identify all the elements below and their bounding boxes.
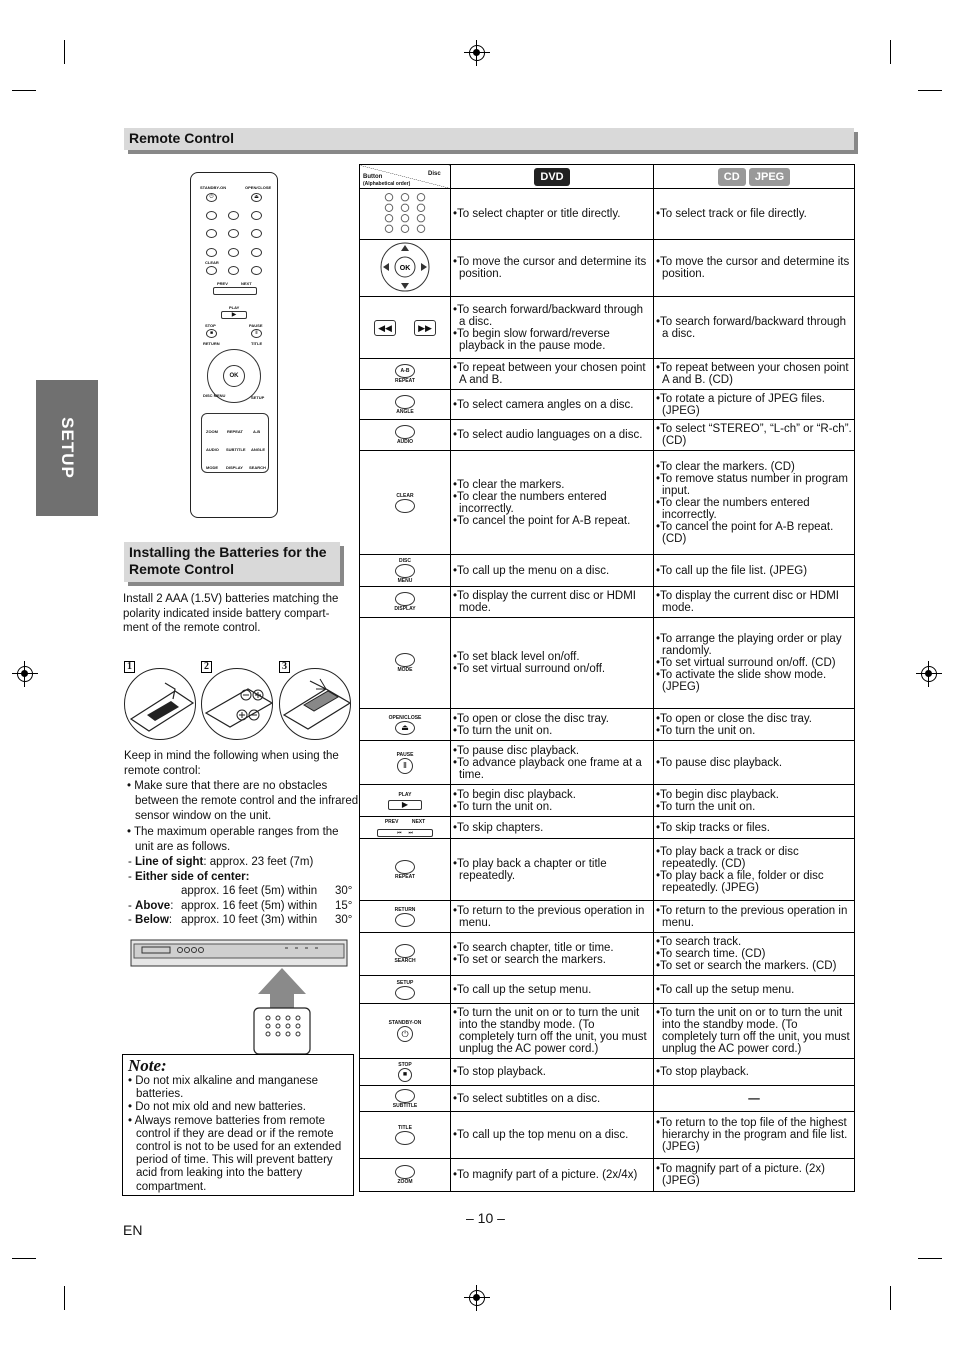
- cd-function: •To turn the unit on.: [656, 800, 756, 813]
- dvd-function: •To begin slow forward/reverse playback in the pause mode.: [453, 327, 610, 352]
- remote-label: DISC MENU: [203, 393, 226, 398]
- obstacle-note: Make sure that there are no obstacles between the remote control and the infrared sensor window on the unit.: [134, 780, 359, 823]
- table-row: [360, 1086, 855, 1112]
- cd-function: •To return to the previous operation in menu.: [656, 904, 848, 929]
- display-button-cell: [360, 587, 451, 618]
- display-button-icon: [395, 592, 415, 606]
- stop-button-icon: ■: [206, 329, 217, 338]
- note-box: Note: • Do not mix alkaline and manganese batteries. • Do not mix old and new batteries. • Always remove batteries from remote control if they are dead or if the remote control is not to be used for an extended period of time. This will prevent battery acid from leaking into the battery compartment.: [122, 1054, 354, 1196]
- setup-side-tab: [36, 380, 98, 516]
- jpeg-logo: JPEG: [749, 168, 790, 186]
- cd-function: •To skip tracks or files.: [656, 821, 770, 834]
- ab-repeat-button-cell: [360, 359, 451, 390]
- range-list: - Line of sight: approx. 23 feet (7m) - Either side of center: approx. 16 feet (5m) within 30° - Above: approx. 16 feet (5m) within 15° - Below: approx. 10 feet (3m) within 30°: [128, 856, 353, 927]
- table-row: [360, 1159, 855, 1192]
- note-item: Do not mix alkaline and manganese batteries.: [135, 1075, 319, 1101]
- cd-function: •To select track or file directly.: [656, 208, 807, 220]
- cd-function: •To stop playback.: [656, 1066, 749, 1078]
- button-label: ANGLE: [396, 408, 414, 415]
- table-row: [360, 976, 855, 1004]
- dvd-function: •To select chapter or title directly.: [453, 208, 621, 220]
- table-row: [360, 555, 855, 587]
- remote-label: PAUSE: [249, 323, 263, 328]
- prev-next-button-cell: [360, 817, 451, 839]
- cd-function: •To move the cursor and determine its position.: [656, 256, 850, 280]
- dvd-function: •To turn the unit on.: [453, 800, 553, 813]
- range-note: The maximum operable ranges from the unit are as follows.: [134, 825, 339, 853]
- dvd-function: •To open or close the disc tray.: [453, 712, 609, 725]
- remote-label: DISPLAY: [226, 465, 243, 470]
- remote-label: A-B: [253, 429, 261, 434]
- crop-mark: [890, 40, 891, 64]
- table-row: [360, 933, 855, 976]
- number-buttons-cell: [360, 189, 451, 240]
- remote-label: PLAY: [229, 305, 240, 310]
- setup-button-cell: [360, 976, 451, 1004]
- header-disc: Disc: [428, 171, 441, 177]
- table-row: [360, 297, 855, 359]
- stop-button-cell: [360, 1059, 451, 1086]
- either-side-label: Either side of center: [135, 870, 246, 883]
- power-icon: ⏻: [206, 193, 217, 202]
- remote-control-illustration: [190, 172, 278, 518]
- table-row: [360, 709, 855, 741]
- subtitle-button-icon: [395, 1089, 415, 1103]
- cd-function: •To rotate a picture of JPEG files. (JPEG): [656, 392, 825, 417]
- disc-menu-button-icon: [395, 564, 415, 578]
- disc-menu-button-cell: [360, 555, 451, 587]
- dvd-function: •To call up the setup menu.: [453, 983, 592, 996]
- table-row: [360, 1004, 855, 1059]
- above-value: approx. 16 feet (5m) within: [181, 899, 318, 912]
- not-applicable-dash: —: [748, 1092, 760, 1105]
- button-label: STOP: [398, 1062, 412, 1068]
- standby-button-cell: [360, 1004, 451, 1059]
- power-icon: ⏻: [397, 1026, 413, 1042]
- table-header-cell: [360, 165, 451, 189]
- dvd-function: •To turn the unit on.: [453, 724, 553, 737]
- clear-button-icon: [206, 266, 217, 275]
- angle-button-cell: [360, 390, 451, 420]
- below-angle: 30°: [335, 914, 353, 927]
- dvd-function: •To begin disc playback.: [453, 788, 576, 801]
- dvd-function: •To select audio languages on a disc.: [453, 429, 643, 441]
- battery-step-1-image: [124, 668, 196, 740]
- svg-text:OK: OK: [399, 264, 411, 272]
- line-of-sight-value: : approx. 23 feet (7m): [203, 856, 314, 868]
- button-label: SUBTITLE: [392, 1102, 418, 1109]
- button-label: CLEAR: [396, 492, 414, 499]
- table-row: [360, 359, 855, 390]
- cd-function: •To search forward/backward through a disc.: [656, 315, 847, 340]
- table-row: [360, 1059, 855, 1086]
- cursor-buttons-cell: [360, 240, 451, 297]
- dvd-function: •To clear the numbers entered incorrectly.: [453, 490, 607, 515]
- return-button-icon: [395, 913, 415, 927]
- digit-button-icon: [251, 266, 262, 275]
- cd-function: •To search track.: [656, 936, 742, 948]
- zoom-button-icon: [395, 1165, 415, 1179]
- digit-button-icon: [228, 229, 239, 238]
- dvd-function: •To skip chapters.: [453, 821, 544, 834]
- stop-icon: ■: [398, 1068, 412, 1082]
- digit-button-icon: [206, 229, 217, 238]
- dvd-function: •To select subtitles on a disc.: [453, 1092, 601, 1105]
- cd-jpeg-column-header: [654, 165, 855, 189]
- title-button-icon: [395, 1131, 415, 1145]
- pause-icon: Ⅱ: [397, 758, 413, 774]
- button-function-table: [359, 164, 855, 1192]
- table-row: [360, 741, 855, 785]
- button-label: SETUP: [396, 979, 414, 986]
- cd-function: •To set or search the markers. (CD): [656, 960, 837, 972]
- button-label-disc: DISC: [399, 557, 411, 564]
- battery-step-3-image: [279, 668, 351, 740]
- dvd-function: •To set or search the markers.: [453, 954, 606, 966]
- remote-label: STANDBY-ON: [200, 185, 227, 190]
- dvd-function: •To play back a chapter or title repeatedly.: [453, 857, 607, 882]
- digit-button-icon: [206, 211, 217, 220]
- registration-mark-icon: [921, 666, 937, 682]
- dvd-function: •To pause disc playback.: [453, 744, 580, 757]
- table-row: [360, 420, 855, 451]
- button-label: PAUSE: [396, 751, 414, 758]
- dvd-function: •To set black level on/off.: [453, 651, 580, 663]
- eject-icon: ⏏: [251, 193, 262, 202]
- remote-label: REPEAT: [227, 429, 243, 434]
- above-label: Above: [135, 899, 171, 912]
- cd-function: •To cancel the point for A-B repeat. (CD): [656, 520, 834, 545]
- dvd-function: •To stop playback.: [453, 1066, 546, 1078]
- pause-button-icon: Ⅱ: [251, 329, 262, 338]
- digit-button-icon: [251, 211, 262, 220]
- cd-function: •To repeat between your chosen point A and B. (CD): [656, 362, 849, 386]
- digit-button-icon: [228, 211, 239, 220]
- language-code: EN: [123, 1222, 143, 1238]
- step-number: 3: [279, 661, 290, 673]
- angle-button-icon: [395, 395, 415, 409]
- button-label: PLAY: [398, 791, 412, 798]
- skip-buttons-icon: [213, 287, 257, 295]
- digit-button-icon: [251, 248, 262, 257]
- dvd-function: •To move the cursor and determine its position.: [453, 256, 647, 280]
- play-button-cell: [360, 785, 451, 817]
- table-row: [360, 189, 855, 240]
- play-icon: ▶: [388, 800, 422, 810]
- cd-function: •To call up the setup menu.: [656, 983, 795, 996]
- dvd-logo: DVD: [534, 168, 569, 186]
- either-side-value: approx. 16 feet (5m) within: [181, 885, 318, 898]
- dvd-function: •To turn the unit on or to turn the unit into the standby mode. (To completely turn off the unit, you must unplug the AC power cord.): [453, 1007, 647, 1055]
- dvd-function: •To call up the menu on a disc.: [453, 564, 610, 577]
- cd-function: •To open or close the disc tray.: [656, 712, 812, 725]
- mode-button-cell: [360, 618, 451, 709]
- cd-function: •To select “STEREO”, “L-ch” or “R-ch”. (CD): [656, 423, 852, 447]
- eject-icon: ⏏: [395, 721, 415, 735]
- cd-function: •To magnify part of a picture. (2x) (JPEG): [656, 1163, 825, 1187]
- ok-button-icon: OK: [223, 365, 245, 387]
- dvd-function: •To repeat between your chosen point A and B.: [453, 362, 646, 386]
- cd-function: •To play back a file, folder or disc repeatedly. (JPEG): [656, 869, 824, 894]
- button-label: MENU: [397, 577, 413, 584]
- section-header: [124, 128, 854, 150]
- rewind-icon: ◀◀: [374, 320, 396, 336]
- remote-label: SEARCH: [249, 465, 266, 470]
- search-button-icon: [395, 944, 415, 958]
- number-buttons-icon: [381, 192, 429, 234]
- digit-button-icon: [206, 248, 217, 257]
- dvd-function: •To call up the top menu on a disc.: [453, 1129, 629, 1141]
- button-label: PREV NEXT: [384, 818, 426, 825]
- cd-function: •To remove status number in program input.: [656, 472, 848, 497]
- button-label: SEARCH: [394, 958, 416, 964]
- table-row: [360, 785, 855, 817]
- remote-label: SETUP: [251, 395, 265, 400]
- pause-button-cell: [360, 741, 451, 785]
- cd-function: •To search time. (CD): [656, 948, 766, 960]
- button-label: REPEAT: [395, 873, 415, 880]
- search-button-cell: [360, 933, 451, 976]
- dvd-function: •To set virtual surround on/off.: [453, 663, 606, 675]
- remote-label: RETURN: [203, 341, 220, 346]
- step-number: 1: [124, 661, 135, 673]
- crop-mark: [890, 1286, 891, 1310]
- above-angle: 15°: [335, 899, 353, 912]
- setup-tab-label: SETUP: [58, 417, 77, 479]
- remote-label: AUDIO: [206, 447, 219, 452]
- dvd-function: •To display the current disc or HDMI mode.: [453, 590, 636, 614]
- cd-function: •To clear the markers. (CD): [656, 460, 795, 473]
- registration-mark-icon: [469, 1290, 485, 1306]
- cd-function: •To clear the numbers entered incorrectly.: [656, 496, 810, 521]
- table-row: [360, 817, 855, 839]
- remote-label: CLEAR: [205, 260, 219, 265]
- clear-button-cell: [360, 451, 451, 555]
- button-label: REPEAT: [395, 378, 415, 384]
- title-button-cell: [360, 1112, 451, 1159]
- crop-mark: [12, 1258, 36, 1259]
- crop-mark: [918, 1258, 942, 1259]
- remote-label: ZOOM: [206, 429, 218, 434]
- table-row: [360, 618, 855, 709]
- dvd-function: •To return to the previous operation in menu.: [453, 904, 645, 929]
- button-label: OPEN/CLOSE: [388, 714, 422, 721]
- remote-label: NEXT: [241, 281, 252, 286]
- table-row: [360, 1112, 855, 1159]
- crop-mark: [64, 1286, 65, 1310]
- cd-function: •To arrange the playing order or play randomly.: [656, 633, 842, 657]
- table-row: [360, 240, 855, 297]
- cd-function: •To activate the slide show mode. (JPEG): [656, 669, 827, 693]
- cd-function: •To display the current disc or HDMI mode.: [656, 590, 839, 614]
- button-label: ZOOM: [397, 1179, 413, 1185]
- line-of-sight-label: Line of sight: [135, 856, 204, 868]
- dvd-function: •To select camera angles on a disc.: [453, 398, 634, 411]
- remote-label: MODE: [206, 465, 218, 470]
- skip-buttons-icon: ⏮ ⏭: [377, 829, 433, 837]
- registration-mark-icon: [17, 666, 33, 682]
- table-row: [360, 451, 855, 555]
- mode-button-icon: [395, 653, 415, 667]
- remote-label: OPEN/CLOSE: [245, 185, 272, 190]
- zoom-button-cell: [360, 1159, 451, 1192]
- dvd-function: •To advance playback one frame at a time.: [453, 756, 642, 781]
- dvd-function: •To cancel the point for A-B repeat.: [453, 514, 631, 527]
- install-batteries-title: Installing the Batteries for the Remote Control: [124, 542, 340, 582]
- repeat-button-icon: [395, 860, 415, 874]
- button-label: TITLE: [398, 1125, 412, 1131]
- remote-label: ANGLE: [251, 447, 265, 452]
- repeat-button-cell: [360, 839, 451, 901]
- button-label: MODE: [397, 667, 413, 673]
- note-item: Always remove batteries from remote control if they are dead or if the remote control is not to be used for an extended period of time. This will prevent battery acid from leaking into the battery compartment.: [134, 1114, 342, 1193]
- button-label: RETURN: [394, 906, 416, 913]
- cd-function: •To return to the top file of the highest hierarchy in the program and file list. (JPEG): [656, 1117, 848, 1153]
- clear-button-icon: [395, 499, 415, 513]
- cursor-pad-icon: [377, 241, 433, 293]
- note-item: Do not mix old and new batteries.: [135, 1101, 306, 1114]
- audio-button-cell: [360, 420, 451, 451]
- step-number: 2: [201, 661, 212, 673]
- dvd-function: •To clear the markers.: [453, 478, 565, 491]
- table-row: [360, 901, 855, 933]
- cd-function: •To set virtual surround on/off. (CD): [656, 657, 836, 669]
- battery-step-2-image: [201, 668, 273, 740]
- note-title: Note:: [128, 1056, 167, 1075]
- remote-label: PREV: [217, 281, 228, 286]
- header-alphabetical: (Alphabetical order): [363, 181, 411, 187]
- cd-logo: CD: [718, 168, 746, 186]
- page-number: – 10 –: [466, 1210, 505, 1226]
- table-row: [360, 390, 855, 420]
- cd-function: •To begin disc playback.: [656, 788, 779, 801]
- remote-label: SUBTITLE: [226, 447, 246, 452]
- cd-function: •To play back a track or disc repeatedly. (CD): [656, 845, 799, 870]
- remote-label: TITLE: [251, 341, 263, 346]
- below-label: Below: [135, 914, 169, 927]
- cd-function: •To pause disc playback.: [656, 756, 783, 769]
- button-label: AUDIO: [396, 439, 414, 445]
- cd-function: •To call up the file list. (JPEG): [656, 564, 808, 577]
- digit-button-icon: [228, 248, 239, 257]
- ab-button-icon: A-B: [395, 364, 415, 378]
- registration-mark-icon: [469, 45, 485, 61]
- crop-mark: [12, 90, 36, 91]
- below-value: approx. 10 feet (3m) within: [181, 914, 318, 927]
- crop-mark: [918, 90, 942, 91]
- keep-in-mind-bullets: • Make sure that there are no obstacles between the remote control and the infrared sensor window on the unit. • The maximum operable ranges from the unit are as follows.: [127, 780, 359, 853]
- install-instructions: Install 2 AAA (1.5V) batteries matching the polarity indicated inside battery compart-ment of the remote control.: [123, 593, 339, 634]
- fast-forward-icon: ▶▶: [414, 320, 436, 336]
- button-label: STANDBY-ON: [388, 1020, 422, 1026]
- play-button-icon: ▶: [221, 311, 247, 319]
- header-button: Button: [363, 174, 383, 180]
- subtitle-button-cell: [360, 1086, 451, 1112]
- cd-function: •To turn the unit on.: [656, 724, 756, 737]
- section-title: Remote Control: [129, 130, 234, 146]
- audio-button-icon: [395, 425, 415, 439]
- player-and-remote-illustration: [130, 938, 350, 1054]
- open-close-button-cell: [360, 709, 451, 741]
- cd-function: •To turn the unit on or to turn the unit into the standby mode. (To completely turn off the unit, you must unplug the AC power cord.): [656, 1007, 850, 1055]
- setup-button-icon: [395, 986, 415, 1000]
- digit-button-icon: [228, 266, 239, 275]
- table-row: [360, 839, 855, 901]
- dvd-function: •To search chapter, title or time.: [453, 942, 614, 954]
- search-buttons-cell: [360, 297, 451, 359]
- keep-in-mind-text: Keep in mind the following when using the remote control:: [124, 750, 339, 777]
- dvd-column-header: [451, 165, 654, 189]
- return-button-cell: [360, 901, 451, 933]
- crop-mark: [64, 40, 65, 64]
- button-label: DISPLAY: [394, 606, 416, 612]
- dvd-function: •To search forward/backward through a disc.: [453, 303, 644, 328]
- dvd-function: •To magnify part of a picture. (2x/4x): [453, 1169, 638, 1181]
- either-side-angle: 30°: [335, 885, 353, 898]
- function-buttons-panel: [201, 413, 269, 473]
- table-row: [360, 587, 855, 618]
- digit-button-icon: [251, 229, 262, 238]
- remote-label: STOP: [205, 323, 216, 328]
